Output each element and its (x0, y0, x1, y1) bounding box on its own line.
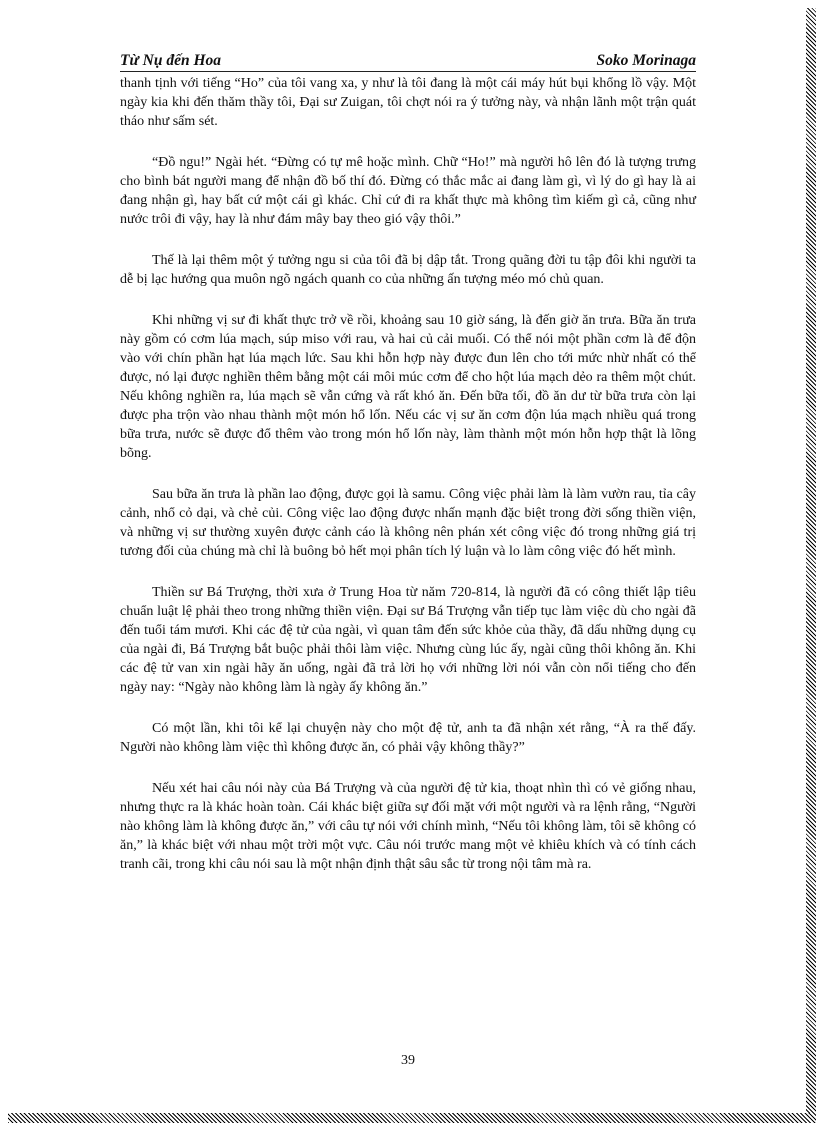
paragraph-4: Khi những vị sư đi khất thực trở về rồi, khoảng sau 10 giờ sáng, là đến giờ ăn trưa. Bữa ăn trưa này gồm có cơm lúa mạch, súp miso với rau, và hai củ cải muối. Có thể nói một phần cơm là để độn vào với chín phần hạt lúa mạch lức. Sau khi hỗn hợp này được đun lên cho tới mức nhừ nhất có thể được, nó lại được nghiền thêm bằng một cái môi múc cơm để cho hột lúa mạch dẻo ra thêm một chút. Nếu không nghiền ra, lúa mạch sẽ vẫn cứng và rất khó ăn. Đến bữa tối, đồ ăn dư từ bữa trưa còn lại được pha trộn vào nhau thành một món hổ lốn. Nếu các vị sư ăn cơm độn lúa mạch nhiều quá trong bữa trưa, nước sẽ được đổ thêm vào trong món hổ lốn này, làm thành một món hỗn hợp thật là lõng bõng. (120, 313, 696, 461)
paragraph-1: thanh tịnh với tiếng “Ho” của tôi vang xa, y như là tôi đang là một cái máy hút bụi khổng lồ vậy. Một ngày kia khi đến thăm thầy tôi, Đại sư Zuigan, tôi chợt nói ra ý tưởng này, và nhận lãnh một trận quát tháo như sấm sét. (120, 76, 696, 129)
paragraph-6: Thiền sư Bá Trượng, thời xưa ở Trung Hoa từ năm 720-814, là người đã có công thiết lập tiêu chuẩn luật lệ phải theo trong những thiền viện. Đại sư Bá Trượng vẫn tiếp tục làm việc dù cho ngài đã đến tuổi tám mươi. Khi các đệ tử của ngài, vì quan tâm đến sức khỏe của thầy, đã dấu những dụng cụ của ngài đi, Bá Trượng bắt buộc phải thôi làm việc. Nhưng cùng lúc ấy, ngài cũng thôi không ăn. Khi các đệ tử van xin ngài hãy ăn uống, ngài đã trả lời họ với những lời nói vẫn còn nổi tiếng cho đến ngày nay: “Ngày nào không làm là ngày ấy không ăn.” (120, 585, 696, 695)
book-title: Từ Nụ đến Hoa (120, 52, 221, 69)
paragraph-7: Có một lần, khi tôi kể lại chuyện này cho một đệ tử, anh ta đã nhận xét rằng, “À ra thế đấy. Người nào không làm việc thì không được ăn, có phải vậy không thầy?” (120, 721, 696, 755)
page-shadow-right (806, 8, 816, 1123)
body-text (120, 74, 696, 896)
page-number: 39 (401, 1053, 415, 1068)
paragraph-5: Sau bữa ăn trưa là phần lao động, được gọi là samu. Công việc phải làm là làm vườn rau, tỉa cây cảnh, nhổ cỏ dại, và chẻ củi. Công việc lao động được nhấn mạnh đặc biệt trong đời sống thiền viện, và những vị sư thường xuyên được cảnh cáo là không nên phán xét công việc đó trong những giá trị tương đối của chúng mà chỉ là buông bỏ hết mọi phân tích lý luận và lo làm công việc đó hết mình. (120, 487, 696, 559)
header-rule (120, 71, 696, 72)
paragraph-8: Nếu xét hai câu nói này của Bá Trượng và của người đệ tử kia, thoạt nhìn thì có vẻ giống nhau, nhưng thực ra là khác hoàn toàn. Cái khác biệt giữa sự đối mặt với một người và ra lệnh rằng, “Người nào không làm là không được ăn,” với câu tự nói với chính mình, “Nếu tôi không làm, tôi sẽ không có ăn,” là khác biệt với nhau một trời một vực. Câu nói trước mang một vẻ khiêu khích và có tính cách tranh cãi, trong khi câu nói sau là một nhận định thật sâu sắc từ trong nội tâm mà ra. (120, 781, 696, 872)
page-shadow-bottom (8, 1113, 816, 1123)
paragraph-2: “Đồ ngu!” Ngài hét. “Đừng có tự mê hoặc mình. Chữ “Ho!” mà người hô lên đó là tượng trưng cho bình bát người mang để nhận đồ bố thí đó. Đừng có thắc mắc ai đang làm gì, vì lý do gì hay là ai đang nhận gì, hay bất cứ một cái gì khác. Chỉ cứ đi ra khất thực mà không tìm kiếm gì cả, cũng như nước trôi đi vậy, hay là như đám mây bay theo gió vậy thôi.” (120, 155, 696, 227)
running-header (120, 52, 696, 72)
paragraph-3: Thế là lại thêm một ý tưởng ngu si của tôi đã bị dập tắt. Trong quãng đời tu tập đôi khi người ta dễ bị lạc hướng qua muôn ngõ ngách quanh co của những ấn tượng méo mó chủ quan. (120, 253, 696, 287)
author-name: Soko Morinaga (596, 52, 696, 69)
